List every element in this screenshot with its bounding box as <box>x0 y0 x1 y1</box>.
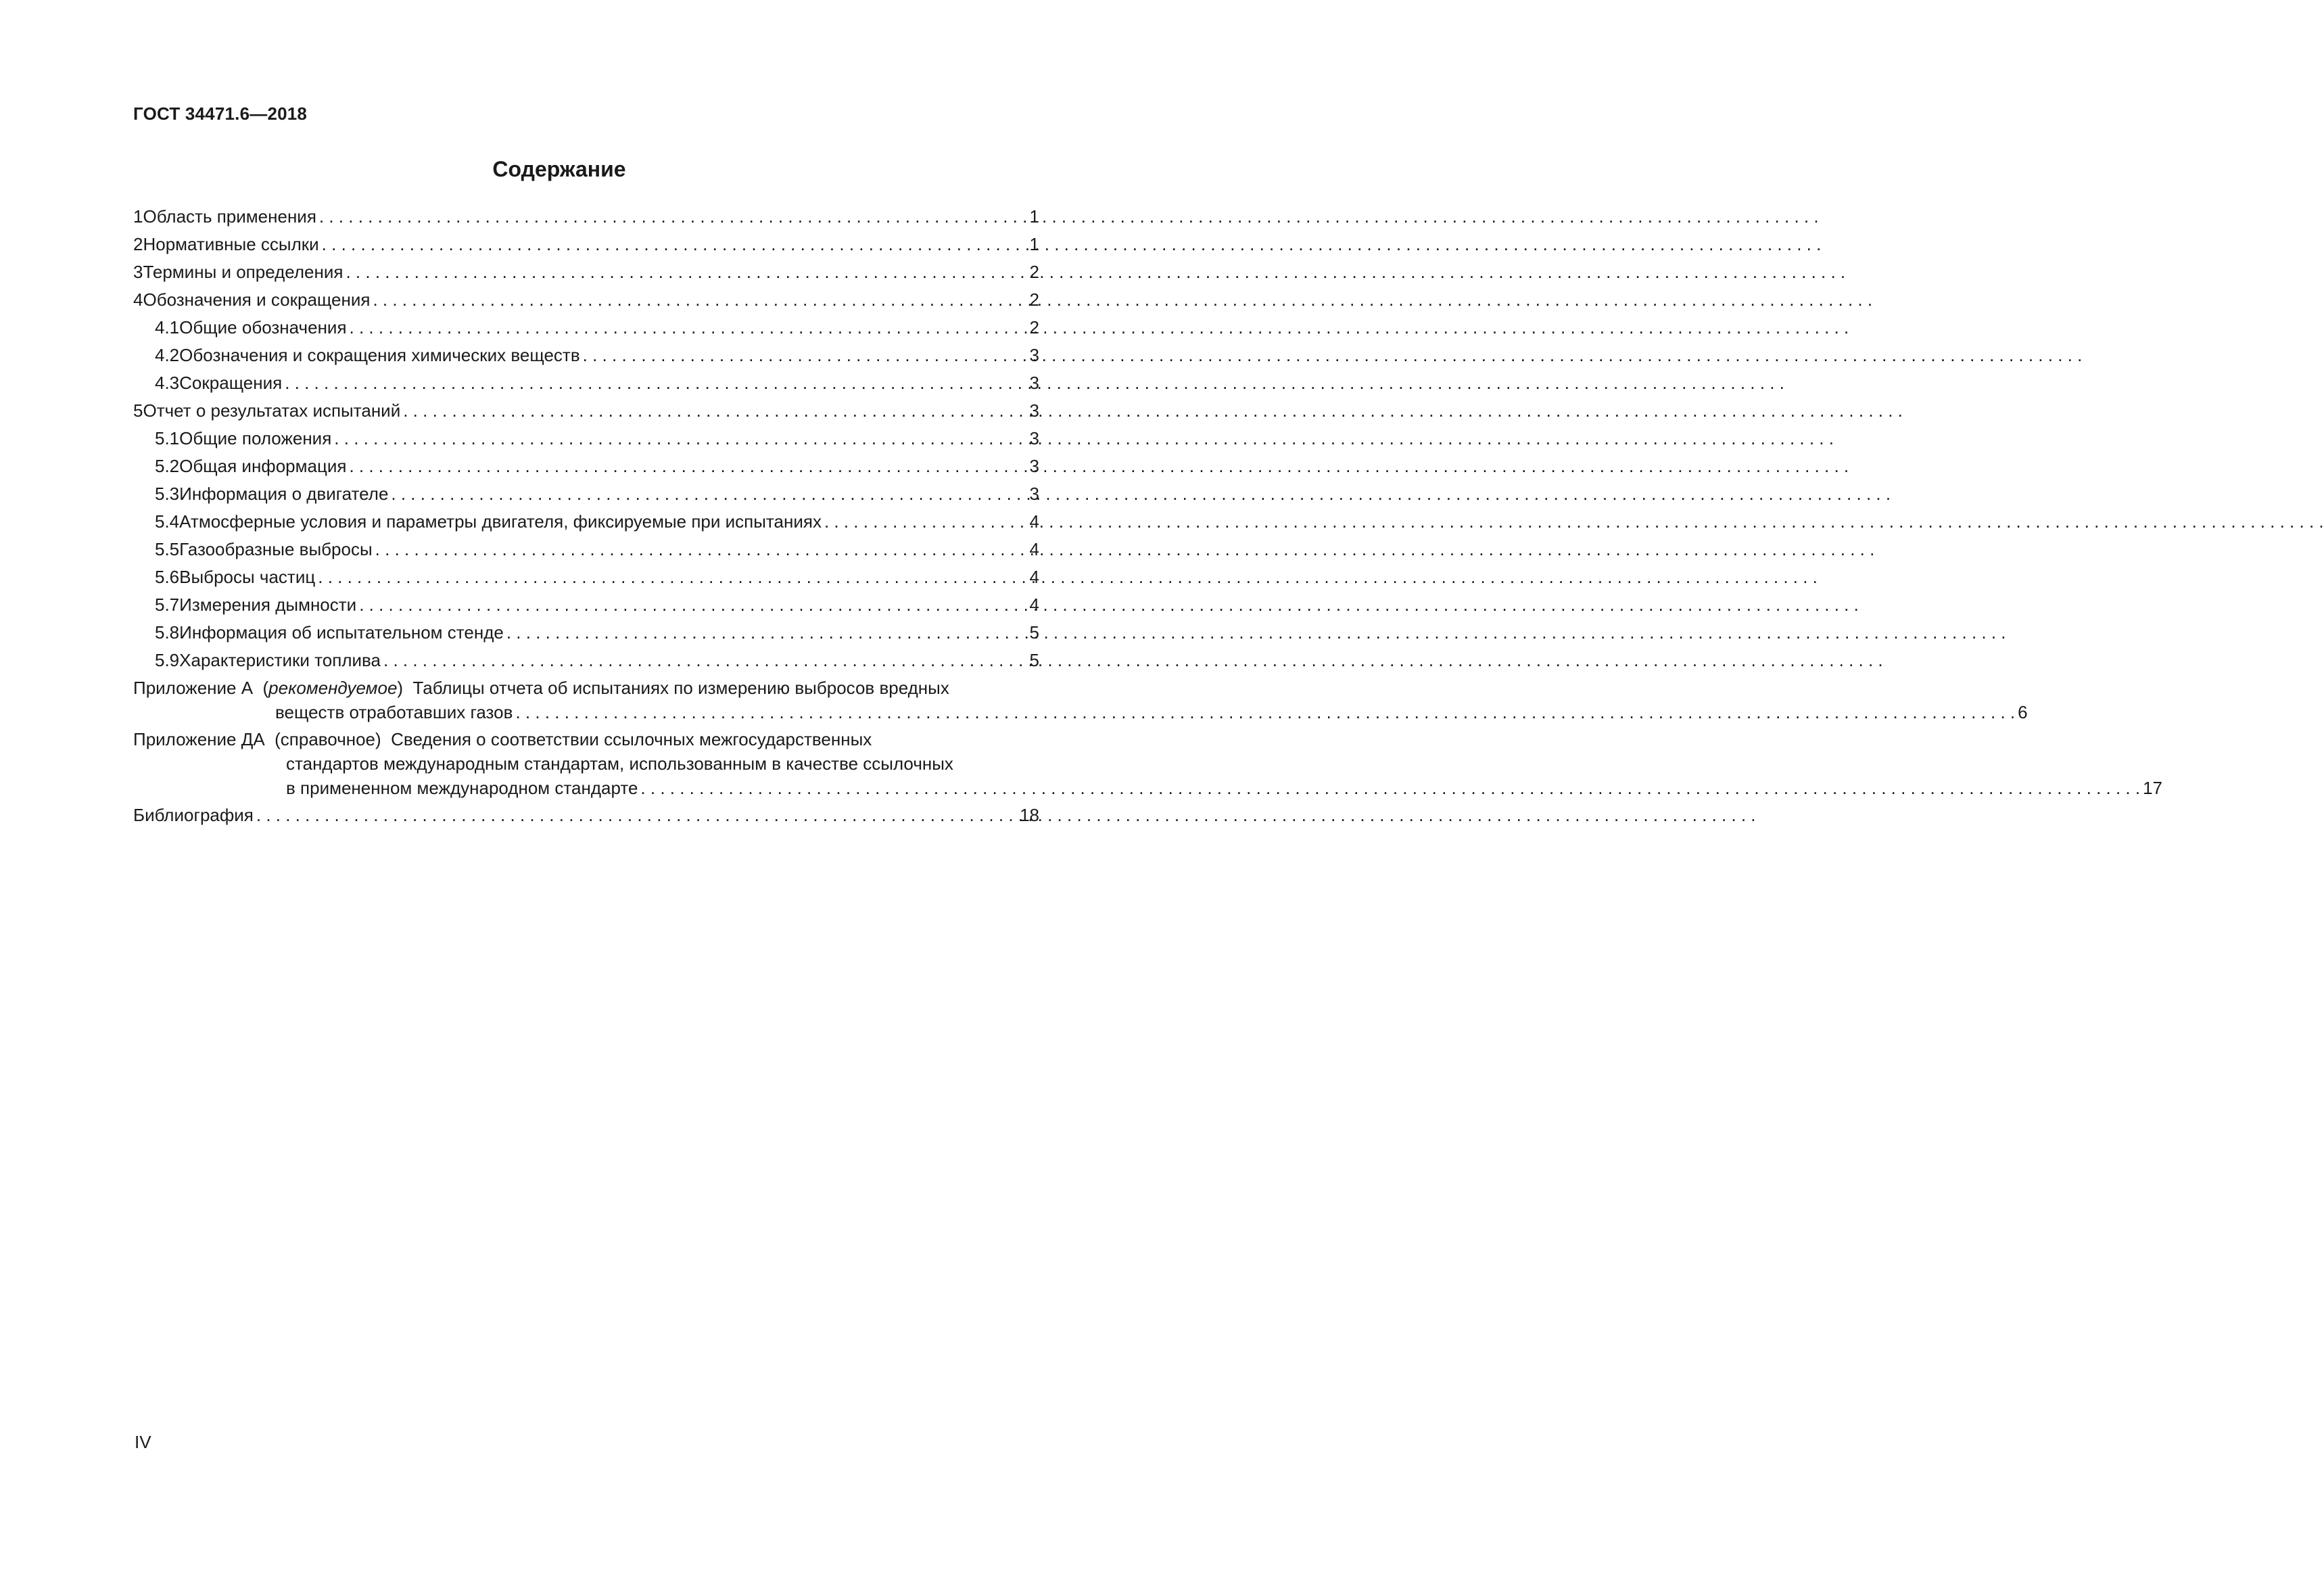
dot-leader <box>349 452 1026 480</box>
toc-item-label: Обозначения и сокращения <box>143 289 371 310</box>
appendix-a-status: рекомендуемое <box>268 678 398 698</box>
dot-leader <box>373 286 1026 314</box>
appendix-a-last-line <box>133 700 2028 724</box>
appendix-a-title-line1: Таблицы отчета об испытаниях по измерению выбросов вредных <box>412 678 949 698</box>
appendix-da-first-line <box>133 727 2162 751</box>
toc-appendix-a[interactable] <box>133 676 2028 724</box>
toc-item-5-9[interactable] <box>133 647 1039 674</box>
toc-item-number: 4 <box>133 289 143 310</box>
toc-item-page: 5 <box>1029 622 1039 643</box>
dot-leader <box>334 425 1026 452</box>
appendix-da-title-line3: в примененном международном стандарте <box>286 778 638 798</box>
toc-item-page: 1 <box>1029 206 1039 227</box>
appendix-da-title-line1: Сведения о соответствии ссылочных межгосударственных <box>391 729 872 749</box>
toc-item-page: 2 <box>1029 262 1039 282</box>
toc-item-label: Область применения <box>143 206 316 227</box>
toc-item-3[interactable] <box>133 258 1039 286</box>
dot-leader <box>359 591 1026 619</box>
dot-leader <box>515 700 2015 724</box>
toc-item-5-1[interactable] <box>133 425 1039 452</box>
table-of-contents <box>133 203 2162 829</box>
toc-item-number: 5.4 <box>155 511 180 532</box>
toc-item-label: Общие обозначения <box>179 317 347 338</box>
toc-item-2[interactable] <box>133 231 1039 258</box>
toc-item-number: 5.6 <box>155 567 180 587</box>
toc-item-label: Выбросы частиц <box>179 567 316 587</box>
bibliography-label: Библиография <box>133 805 254 825</box>
toc-item-label: Измерения дымности <box>179 595 357 615</box>
page-title: Содержание <box>492 157 626 181</box>
appendix-da-page: 17 <box>2143 778 2162 798</box>
appendix-da-title-line2: стандартов международным стандартам, использованным в качестве ссылочных <box>286 753 953 774</box>
toc-item-page: 2 <box>1029 289 1039 310</box>
dot-leader <box>256 801 1017 829</box>
toc-item-number: 1 <box>133 206 143 227</box>
toc-item-page: 3 <box>1029 428 1039 448</box>
toc-item-page: 3 <box>1029 373 1039 393</box>
appendix-a-page: 6 <box>2018 702 2028 722</box>
toc-item-number: 5.2 <box>155 456 180 476</box>
toc-item-number: 4.1 <box>155 317 180 338</box>
dot-leader <box>640 776 2140 800</box>
dot-leader <box>319 203 1027 231</box>
toc-item-page: 4 <box>1029 511 1039 532</box>
toc-appendix-da[interactable] <box>133 727 2162 800</box>
toc-item-page: 1 <box>1029 234 1039 254</box>
toc-item-page: 4 <box>1029 539 1039 559</box>
toc-item-label: Сокращения <box>179 373 283 393</box>
dot-leader <box>346 258 1026 286</box>
toc-item-5-2[interactable] <box>133 452 1039 480</box>
toc-item-label: Информация о двигателе <box>179 484 389 504</box>
toc-item-page: 4 <box>1029 595 1039 615</box>
toc-item-label: Отчет о результатах испытаний <box>143 400 401 421</box>
dot-leader <box>350 314 1027 342</box>
toc-item-5-8[interactable] <box>133 619 1039 647</box>
toc-bibliography[interactable] <box>133 801 1039 829</box>
toc-item-5-6[interactable] <box>133 563 1039 591</box>
dot-leader <box>506 619 1027 647</box>
dot-leader <box>322 231 1027 258</box>
toc-item-label: Общая информация <box>179 456 347 476</box>
toc-item-4-2[interactable] <box>133 342 1039 369</box>
appendix-a-title-line2: веществ отработавших газов <box>275 702 513 722</box>
toc-item-page: 4 <box>1029 567 1039 587</box>
toc-item-page: 3 <box>1029 400 1039 421</box>
toc-item-number: 5.3 <box>155 484 180 504</box>
dot-leader <box>403 397 1026 425</box>
toc-item-number: 5.5 <box>155 539 180 559</box>
toc-item-5-7[interactable] <box>133 591 1039 619</box>
dot-leader <box>375 536 1027 563</box>
dot-leader <box>318 563 1026 591</box>
toc-item-number: 4.3 <box>155 373 180 393</box>
dot-leader <box>383 647 1027 674</box>
toc-item-label: Обозначения и сокращения химических веществ <box>179 345 580 365</box>
toc-item-page: 3 <box>1029 484 1039 504</box>
toc-item-4-1[interactable] <box>133 314 1039 342</box>
toc-item-number: 5.1 <box>155 428 180 448</box>
appendix-da-last-line <box>133 776 2162 800</box>
appendix-a-first-line: Приложение А (рекомендуемое) Таблицы отчета об испытаниях по измерению выбросов вредных <box>133 678 949 698</box>
toc-item-label: Нормативные ссылки <box>143 234 319 254</box>
toc-item-number: 5.9 <box>155 650 180 670</box>
toc-item-number: 5 <box>133 400 143 421</box>
toc-item-label: Характеристики топлива <box>179 650 381 670</box>
page-number: IV <box>135 1432 151 1452</box>
appendix-da-status: (справочное) <box>275 729 381 749</box>
appendix-a-prefix: Приложение А <box>133 678 254 698</box>
toc-item-5[interactable] <box>133 397 1039 425</box>
toc-item-label: Информация об испытательном стенде <box>179 622 504 643</box>
toc-item-5-4[interactable] <box>133 508 1039 536</box>
appendix-da-prefix: Приложение ДА <box>133 729 265 749</box>
dot-leader <box>583 342 1027 369</box>
toc-item-page: 3 <box>1029 456 1039 476</box>
toc-item-label: Термины и определения <box>143 262 343 282</box>
toc-item-5-3[interactable] <box>133 480 1039 508</box>
toc-item-number: 3 <box>133 262 143 282</box>
toc-item-page: 2 <box>1029 317 1039 338</box>
document-header: ГОСТ 34471.6—2018 <box>133 103 308 124</box>
dot-leader <box>824 508 1027 536</box>
toc-item-number: 5.8 <box>155 622 180 643</box>
toc-item-page: 5 <box>1029 650 1039 670</box>
toc-item-number: 4.2 <box>155 345 180 365</box>
toc-item-page: 3 <box>1029 345 1039 365</box>
toc-item-label: Атмосферные условия и параметры двигателя, фиксируемые при испытаниях <box>179 511 822 532</box>
bibliography-page: 18 <box>1020 805 1039 825</box>
toc-item-4-3[interactable] <box>133 369 1039 397</box>
toc-item-number: 5.7 <box>155 595 180 615</box>
toc-item-5-5[interactable] <box>133 536 1039 563</box>
toc-item-number: 2 <box>133 234 143 254</box>
toc-item-label: Общие положения <box>179 428 332 448</box>
dot-leader <box>391 480 1026 508</box>
dot-leader <box>285 369 1026 397</box>
toc-item-label: Газообразные выбросы <box>179 539 373 559</box>
toc-item-4[interactable] <box>133 286 1039 314</box>
toc-item-1[interactable] <box>133 203 1039 231</box>
